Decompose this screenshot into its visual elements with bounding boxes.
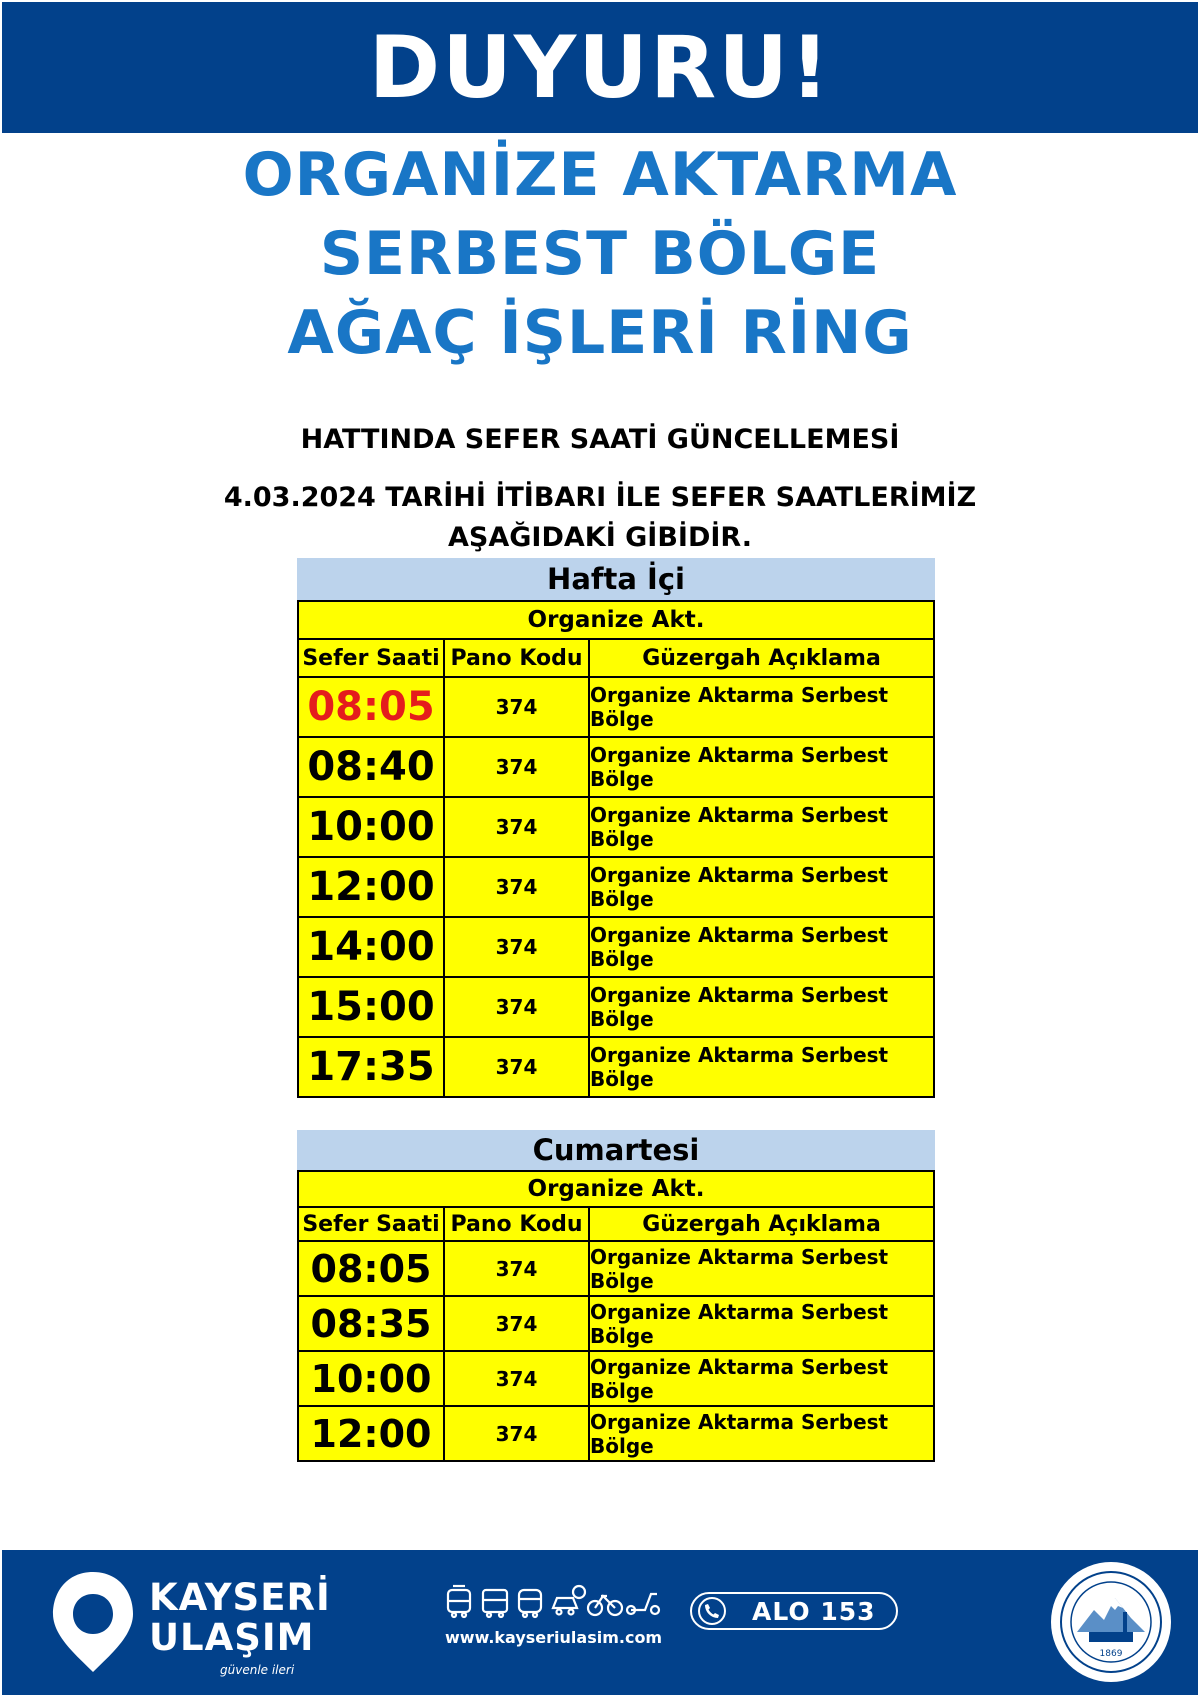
bicycle-icon	[588, 1596, 622, 1615]
footer-bar	[2, 1550, 1198, 1695]
route-description: Organize Aktarma Serbest Bölge	[590, 1244, 889, 1293]
timetable-row	[299, 1038, 933, 1096]
route-description: Organize Aktarma Serbest Bölge	[590, 863, 889, 911]
panel-code: 374	[445, 1407, 590, 1460]
scooter-icon	[627, 1594, 659, 1614]
timetable-row	[299, 738, 933, 798]
update-subtitle: HATTINDA SEFER SAATİ GÜNCELLEMESİ	[300, 424, 900, 455]
weekday-rows	[299, 678, 933, 1096]
timetable-row	[299, 1352, 933, 1407]
day-header: Cumartesi	[297, 1130, 935, 1170]
departure-time: 10:00	[299, 1352, 445, 1405]
route-description: Organize Aktarma Serbest Bölge	[590, 983, 889, 1031]
panel-code: 374	[445, 1242, 590, 1295]
route-description: Organize Aktarma Serbest Bölge	[590, 743, 889, 791]
departure-time: 08:40	[299, 738, 445, 796]
timetable-grid	[297, 1170, 935, 1462]
column-header-row	[299, 1208, 933, 1242]
bus-icon	[483, 1590, 507, 1617]
tram-icon	[448, 1586, 470, 1617]
route-description: Organize Aktarma Serbest Bölge	[590, 803, 889, 851]
column-header-code: Pano Kodu	[445, 1208, 590, 1240]
route-description: Organize Aktarma Serbest Bölge	[590, 1299, 889, 1348]
seal-year: 1869	[1099, 1649, 1123, 1659]
timetable-row	[299, 678, 933, 738]
timetable-row	[299, 1407, 933, 1460]
bus-icon	[519, 1590, 541, 1617]
route-label: Organize Akt.	[299, 1172, 933, 1208]
day-header: Hafta İçi	[297, 558, 935, 600]
website-link[interactable]: www.kayseriulasim.com	[445, 1628, 663, 1647]
column-header-code: Pano Kodu	[445, 640, 590, 676]
column-header-desc: Güzergah Açıklama	[642, 645, 881, 671]
hotline-number: ALO 153	[752, 1597, 876, 1626]
panel-code: 374	[445, 738, 590, 796]
route-label: Organize Akt.	[299, 602, 933, 640]
brand-name-line1: KAYSERİ	[149, 1576, 331, 1619]
departure-time: 14:00	[299, 918, 445, 976]
notice-line-1: 4.03.2024 TARİHİ İTİBARI İLE SEFER SAATLERİMİZ	[223, 482, 977, 513]
route-title-3: AĞAÇ İŞLERİ RİNG	[287, 298, 913, 368]
hotline-badge[interactable]	[690, 1592, 898, 1630]
header-banner	[2, 2, 1198, 133]
departure-time: 12:00	[299, 858, 445, 916]
panel-code: 374	[445, 858, 590, 916]
transport-icons	[445, 1584, 665, 1620]
departure-time: 08:35	[299, 1297, 445, 1350]
departure-time: 08:05	[299, 1242, 445, 1295]
panel-code: 374	[445, 1352, 590, 1405]
phone-icon	[698, 1597, 726, 1625]
route-description: Organize Aktarma Serbest Bölge	[590, 1354, 889, 1403]
brand-slogan: güvenle ileri	[220, 1663, 295, 1677]
timetable-row	[299, 918, 933, 978]
column-header-time: Sefer Saati	[299, 640, 445, 676]
departure-time: 15:00	[299, 978, 445, 1036]
timetable-row	[299, 798, 933, 858]
column-header-desc: Güzergah Açıklama	[642, 1211, 881, 1237]
route-description: Organize Aktarma Serbest Bölge	[590, 1043, 889, 1091]
location-pin-icon	[47, 1568, 139, 1678]
column-header-row	[299, 640, 933, 678]
timetable-row	[299, 1242, 933, 1297]
panel-code: 374	[445, 798, 590, 856]
route-description: Organize Aktarma Serbest Bölge	[590, 1409, 889, 1458]
route-description: Organize Aktarma Serbest Bölge	[590, 923, 889, 971]
panel-code: 374	[445, 918, 590, 976]
timetable-grid	[297, 600, 935, 1098]
panel-code: 374	[445, 678, 590, 736]
saturday-rows	[299, 1242, 933, 1460]
route-title-1: ORGANİZE AKTARMA	[242, 140, 958, 210]
panel-code: 374	[445, 978, 590, 1036]
timetable-row	[299, 1297, 933, 1352]
departure-time: 10:00	[299, 798, 445, 856]
departure-time: 08:05	[299, 678, 445, 736]
brand-name-line2: ULAŞIM	[149, 1616, 315, 1659]
panel-code: 374	[445, 1038, 590, 1096]
saturday-timetable	[297, 1130, 935, 1462]
notice-line-2: AŞAĞIDAKİ GİBİDİR.	[448, 522, 752, 553]
panel-code: 374	[445, 1297, 590, 1350]
timetable-row	[299, 858, 933, 918]
municipality-seal-icon	[1049, 1560, 1173, 1684]
car-park-icon	[553, 1586, 585, 1615]
column-header-time: Sefer Saati	[299, 1208, 445, 1240]
departure-time: 12:00	[299, 1407, 445, 1460]
route-description: Organize Aktarma Serbest Bölge	[590, 683, 889, 731]
departure-time: 17:35	[299, 1038, 445, 1096]
announcement-title: DUYURU!	[368, 17, 832, 118]
route-title-2: SERBEST BÖLGE	[319, 219, 881, 289]
timetable-row	[299, 978, 933, 1038]
weekday-timetable	[297, 558, 935, 1098]
